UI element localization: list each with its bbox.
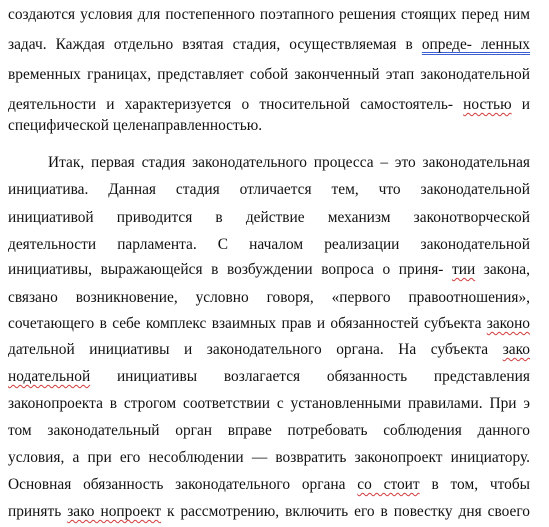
paragraph-1-line-3: временных границах, представляет собой законченный этап законодательной xyxy=(8,66,530,83)
paragraph-2-line-8: дательной инициативы и законодательного органа. На субъекта зако xyxy=(8,341,530,358)
paragraph-2-line-10: законопроекта в строгом соответствии с установленными правилами. При э xyxy=(8,395,530,412)
spellcheck-mark: ностью xyxy=(463,96,512,113)
paragraph-2-line-2: инициатива. Данная стадия отличается тем, что законодательной xyxy=(8,181,530,198)
spellcheck-mark: опреде- ленных xyxy=(421,36,530,53)
spellcheck-mark: зако нопроект xyxy=(67,503,162,520)
paragraph-2-line-3: инициативой приводится в действие механизм законотворческой xyxy=(8,209,530,226)
paragraph-2-line-7: сочетающего в себе комплекс взаимных прав и обязанностей субъекта законо xyxy=(8,315,530,332)
paragraph-1-line-2: задач. Каждая отдельно взятая стадия, осуществляемая в опреде- ленных xyxy=(8,36,530,53)
spellcheck-mark: зако xyxy=(502,341,530,358)
paragraph-2-line-11: том законодательный орган вправе потребовать соблюдения данного xyxy=(8,422,530,439)
paragraph-1-line-1: создаются условия для постепенного поэтапного решения стоящих перед ним xyxy=(8,6,530,23)
paragraph-2-line-14: принять зако нопроект к рассмотрению, включить его в повестку дня своего xyxy=(8,503,531,520)
spellcheck-mark: нодательной xyxy=(8,368,91,385)
paragraph-2-line-4: деятельности парламента. С началом реализации законодательной xyxy=(8,236,530,253)
paragraph-1-line-5: специфической целенаправленностью. xyxy=(8,117,263,134)
paragraph-1-line-4: деятельности и характеризуется о тносительной самостоятель- ностью и xyxy=(8,96,530,113)
paragraph-2-line-9: нодательной инициативы возлагается обязанность представления xyxy=(8,368,530,385)
paragraph-2-line-13: Основная обязанность законодательного органа со стоит в том, чтобы xyxy=(8,476,530,493)
paragraph-2-line-1: Итак, первая стадия законодательного процесса – это законодательная xyxy=(48,154,530,171)
paragraph-2-line-6: связано возникновение, условно говоря, «первого правоотношения», xyxy=(8,289,530,306)
spellcheck-mark: со стоит xyxy=(357,476,420,493)
spellcheck-mark: законо xyxy=(486,315,530,332)
paragraph-2-line-12: условия, а при его несоблюдении — возвратить законопроект инициатору. xyxy=(8,449,530,466)
spellcheck-mark: тии xyxy=(451,261,476,278)
paragraph-2-line-5: инициативы, выражающейся в возбуждении вопроса о приня- тии закона, xyxy=(8,261,530,278)
